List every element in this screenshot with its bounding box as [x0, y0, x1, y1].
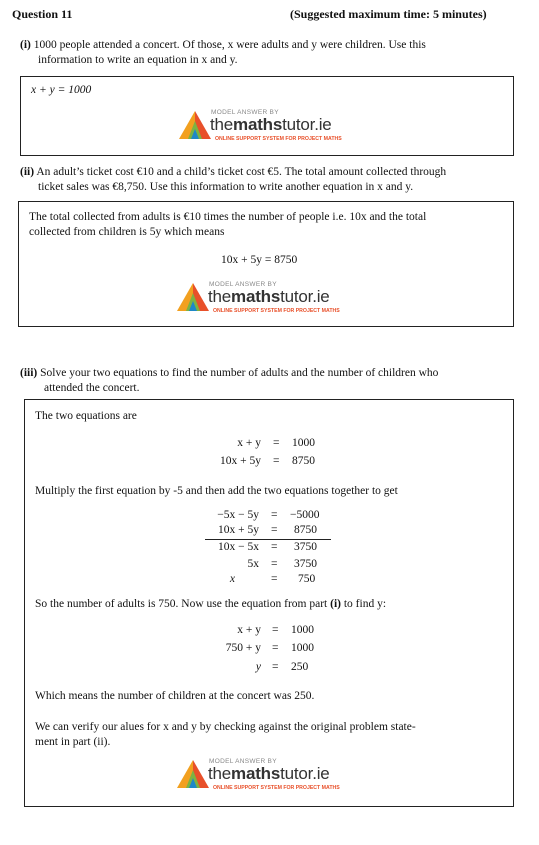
- logo-caption: MODEL ANSWER BY: [211, 109, 279, 116]
- elim-op-2: =: [271, 524, 278, 536]
- elim-op-4: =: [271, 558, 278, 570]
- part-ii-answer-text: The total collected from adults is €10 times the number of people i.e. 10x and the total collected from children is 5y which means: [29, 211, 427, 238]
- sum-rule-line: [205, 539, 331, 540]
- logo-tagline: ONLINE SUPPORT SYSTEM FOR PROJECT MATHS: [215, 136, 342, 142]
- system-lhs-2: 10x + 5y: [220, 455, 261, 467]
- triangle-logo-icon: [177, 760, 209, 788]
- logo-tagline: ONLINE SUPPORT SYSTEM FOR PROJECT MATHS: [213, 308, 340, 314]
- sub-lhs-3: y: [255, 661, 261, 673]
- elim-rhs-4: 3750: [294, 558, 317, 570]
- part-ii-text-line2: ticket sales was €8,750. Use this information to write another equation in x and y.: [38, 181, 414, 193]
- sub-rhs-2: 1000: [291, 642, 314, 654]
- elim-lhs-4: 5x: [247, 558, 259, 570]
- part-iii-text-line1: Solve your two equations to find the number of adults and the number of children who: [40, 367, 439, 379]
- part-iii-intro: The two equations are: [35, 410, 137, 422]
- elim-rhs-2: 8750: [294, 524, 317, 536]
- thematutor-logo: [177, 281, 377, 321]
- sub-rhs-1: 1000: [291, 624, 314, 636]
- question-title: Question 11: [12, 7, 73, 21]
- elim-rhs-5: 750: [298, 573, 316, 585]
- elim-op-1: =: [271, 509, 278, 521]
- elim-op-5: =: [271, 573, 278, 585]
- part-i-text-line1: 1000 people attended a concert. Of those, x were adults and y were children. Use this: [33, 39, 426, 51]
- part-iii-question: [20, 366, 520, 396]
- elim-lhs-2: 10x + 5y: [218, 524, 259, 536]
- elim-lhs-3: 10x − 5x: [218, 541, 259, 553]
- sub-lhs-2: 750 + y: [225, 642, 261, 654]
- sub-rhs-3: 250: [291, 661, 309, 673]
- triangle-logo-icon: [177, 283, 209, 311]
- part-ii-text-line1: An adult’s ticket cost €10 and a child’s ticket cost €5. The total amount collected through: [36, 166, 447, 178]
- elim-op-3: =: [271, 541, 278, 553]
- system-rhs-2: 8750: [292, 455, 315, 467]
- adults-text: So the number of adults is 750. Now use the equation from part (i) to find y:: [35, 598, 387, 610]
- system-rhs-1: 1000: [292, 437, 315, 449]
- system-op-1: =: [273, 437, 280, 449]
- logo-caption: MODEL ANSWER BY: [209, 758, 277, 765]
- logo-caption: MODEL ANSWER BY: [209, 281, 277, 288]
- part-iii-text-line2: attended the concert.: [44, 382, 140, 394]
- part-i-answer-box: [20, 76, 514, 156]
- part-i-text-line2: information to write an equation in x and y.: [38, 54, 238, 66]
- children-text: Which means the number of children at the concert was 250.: [35, 690, 315, 702]
- elim-lhs-1: −5x − 5y: [217, 509, 259, 521]
- logo-brand: themathstutor.ie: [210, 115, 332, 134]
- part-iii-label: (iii): [20, 367, 38, 379]
- elim-lhs-5: x: [229, 573, 235, 585]
- sub-op-1: =: [272, 624, 279, 636]
- verify-text: We can verify our alues for x and y by checking against the original problem state- ment in part (ii).: [35, 721, 416, 748]
- triangle-logo-icon: [179, 111, 211, 139]
- multiply-text: Multiply the first equation by -5 and then add the two equations together to get: [35, 485, 398, 497]
- sub-op-2: =: [272, 642, 279, 654]
- elim-rhs-3: 3750: [294, 541, 317, 553]
- logo-brand: themathstutor.ie: [208, 764, 330, 783]
- thematutor-logo: [177, 758, 377, 798]
- sub-op-3: =: [272, 661, 279, 673]
- time-note: (Suggested maximum time: 5 minutes): [290, 7, 487, 21]
- thematutor-logo: [179, 109, 379, 149]
- elim-rhs-1: −5000: [290, 509, 320, 521]
- logo-tagline: ONLINE SUPPORT SYSTEM FOR PROJECT MATHS: [213, 785, 340, 791]
- system-op-2: =: [273, 455, 280, 467]
- part-i-question: [20, 38, 520, 68]
- part-ii-answer-box: [18, 201, 514, 327]
- part-iii-answer-box: [24, 399, 514, 807]
- part-i-label: (i): [20, 39, 31, 51]
- part-ii-equation: 10x + 5y = 8750: [221, 254, 298, 266]
- sub-lhs-1: x + y: [237, 624, 261, 636]
- part-ii-question: [20, 165, 520, 195]
- logo-brand: themathstutor.ie: [208, 287, 330, 306]
- system-lhs-1: x + y: [237, 437, 261, 449]
- part-ii-label: (ii): [20, 166, 35, 178]
- part-i-answer: x + y = 1000: [31, 84, 92, 96]
